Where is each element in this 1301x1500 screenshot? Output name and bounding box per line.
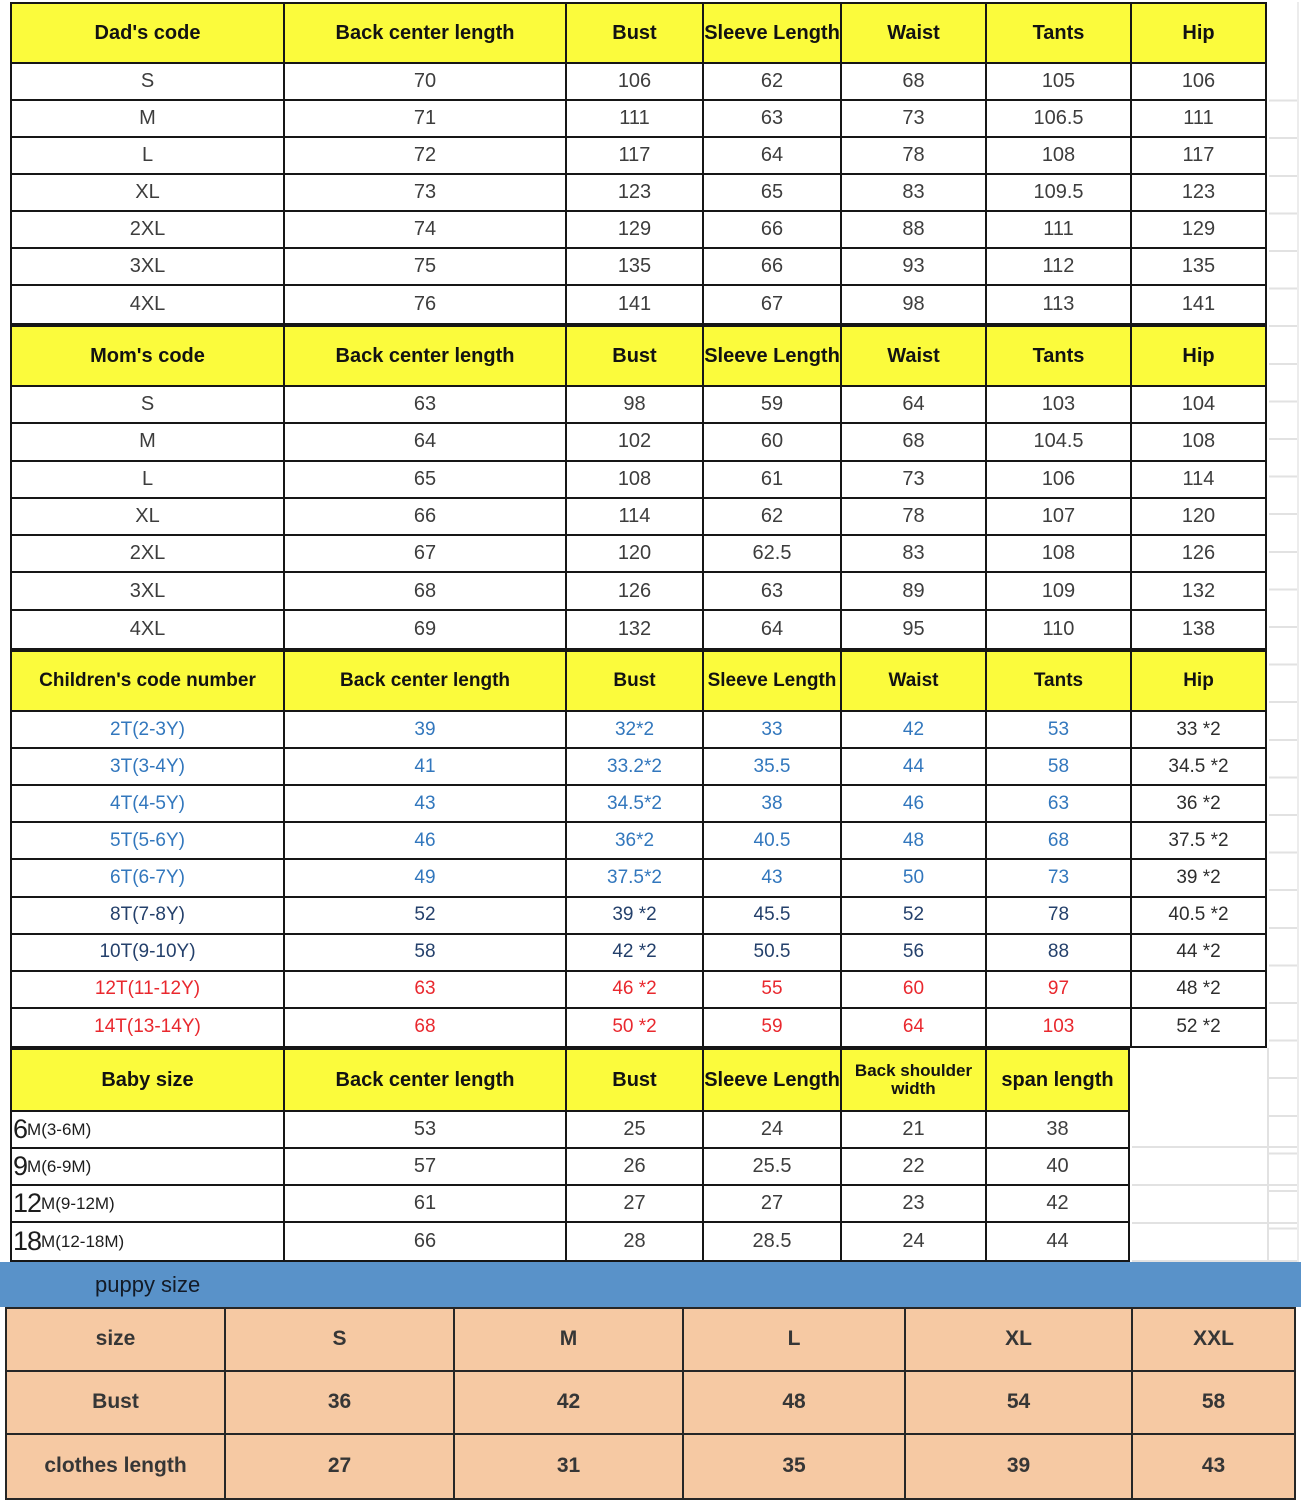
data-cell: 43 [285,786,567,823]
row-label-cell: 3T(3-4Y) [12,749,285,786]
data-cell: 27 [704,1186,842,1223]
data-cell: 78 [842,499,987,536]
data-cell: 97 [987,972,1132,1009]
header-cell: Back center length [285,652,567,712]
data-cell: 36 [226,1372,455,1435]
data-cell: 50.5 [704,935,842,972]
data-cell: 44 [1046,1230,1069,1252]
data-cell: 88 [842,212,987,249]
row-label-cell: XL [12,175,285,212]
data-cell: 58 [987,749,1132,786]
data-cell: 64 [704,611,842,648]
header-cell: Waist [842,327,987,387]
data-cell: 103 [987,387,1132,424]
data-cell: 32*2 [567,712,704,749]
data-cell: 53 [987,712,1132,749]
data-cell: 114 [1132,462,1265,499]
data-cell: 53 [285,1112,567,1149]
moms-size-table [10,325,1267,650]
data-cell: 126 [1132,536,1265,573]
data-cell: 88 [987,935,1132,972]
puppy-size-header-bar [0,1262,1301,1307]
header-cell: Sleeve Length [704,652,842,712]
data-cell: 61 [285,1186,567,1223]
data-cell: 39 [285,712,567,749]
data-cell: 73 [842,101,987,138]
row-label-cell: 2XL [12,536,285,573]
data-cell: 73 [285,175,567,212]
data-cell: 135 [1132,249,1265,286]
data-cell: 55 [704,972,842,1009]
data-cell: 71 [285,101,567,138]
data-cell: 107 [987,499,1132,536]
baby-label-size-number: 12 [13,1188,42,1219]
row-label-cell: M [12,424,285,461]
data-cell: 104.5 [987,424,1132,461]
data-cell: 66 [704,249,842,286]
data-cell: 61 [704,462,842,499]
data-cell: 111 [1132,101,1265,138]
data-cell: 23 [842,1186,987,1223]
data-cell: 68 [285,1009,567,1046]
data-cell: 67 [285,536,567,573]
data-cell: 95 [842,611,987,648]
data-cell: 46 [842,786,987,823]
data-cell: 48 [842,823,987,860]
spreadsheet-gridlines-baby-right [1132,1110,1299,1262]
data-cell: 117 [1132,138,1265,175]
header-cell: Sleeve Length [704,4,842,64]
data-cell: 59 [704,1009,842,1046]
data-cell: 63 [704,573,842,610]
baby-label-size-number: 6 [13,1114,28,1145]
row-label-cell: 2XL [12,212,285,249]
data-cell: 108 [567,462,704,499]
header-cell: Waist [842,4,987,64]
data-cell: 73 [987,860,1132,897]
row-label-cell: L [12,462,285,499]
header-cell: Tants [987,327,1132,387]
header-cell: Bust [567,327,704,387]
data-cell: 78 [987,898,1132,935]
data-cell: 108 [1132,424,1265,461]
data-cell: 117 [567,138,704,175]
data-cell: 57 [285,1149,567,1186]
row-label-cell: 4XL [12,286,285,323]
header-cell: Back center length [285,327,567,387]
row-label-cell [12,1149,285,1186]
data-cell: 39 *2 [1132,860,1265,897]
data-cell: 50 *2 [567,1009,704,1046]
header-cell: Children's code number [12,652,285,712]
data-cell: 34.5*2 [567,786,704,823]
row-label-cell [12,1186,285,1223]
data-cell: M [455,1309,684,1372]
baby-label-size-number: 18 [13,1226,42,1257]
header-cell: Hip [1132,4,1265,64]
header-cell: Hip [1132,327,1265,387]
row-label-cell: 6T(6-7Y) [12,860,285,897]
data-cell: 66 [285,499,567,536]
data-cell: 33 *2 [1132,712,1265,749]
data-cell: 111 [567,101,704,138]
row-label-cell: XL [12,499,285,536]
data-cell: 83 [842,536,987,573]
data-cell: 42 [842,712,987,749]
data-cell: 54 [906,1372,1133,1435]
data-cell: 27 [226,1435,455,1498]
data-cell: 52 *2 [1176,1016,1221,1038]
data-cell: 42 *2 [567,935,704,972]
data-cell: 59 [704,387,842,424]
puppy-size-title: puppy size [95,1271,201,1297]
data-cell: 38 [987,1112,1128,1149]
data-cell: 70 [285,64,567,101]
row-label-cell [12,1112,285,1149]
data-cell: 141 [567,286,704,323]
row-label-cell: M [12,101,285,138]
data-cell: 89 [842,573,987,610]
data-cell: 33.2*2 [567,749,704,786]
data-cell: 76 [285,286,567,323]
data-cell: 26 [567,1149,704,1186]
header-cell: Bust [567,1050,704,1112]
data-cell: 39 [906,1435,1133,1498]
header-cell: Mom's code [12,327,285,387]
data-cell: 65 [285,462,567,499]
spreadsheet-gridline-vertical-edge [1297,2,1299,1262]
baby-label-age-range: M(3-6M) [27,1119,92,1139]
data-cell: 42 [987,1186,1128,1223]
data-cell: 50 [842,860,987,897]
data-cell: 52 [285,898,567,935]
data-cell: 123 [567,175,704,212]
baby-size-table [10,1048,1130,1262]
header-cell: Baby size [12,1050,285,1112]
row-label-cell [12,1223,285,1260]
data-cell: 41 [285,749,567,786]
row-label-cell: 5T(5-6Y) [12,823,285,860]
data-cell: 60 [842,972,987,1009]
data-cell: 60 [704,424,842,461]
data-cell: 98 [567,387,704,424]
data-cell: 67 [704,286,842,323]
data-cell: 40.5 [704,823,842,860]
data-cell: 106 [567,64,704,101]
data-cell: 141 [1181,293,1216,315]
data-cell: 24 [704,1112,842,1149]
data-cell: 39 *2 [567,898,704,935]
data-cell: 58 [1133,1372,1294,1435]
data-cell: 104 [1132,387,1265,424]
data-cell: 64 [842,387,987,424]
data-cell: 129 [567,212,704,249]
data-cell: 103 [987,1009,1132,1046]
data-cell: 66 [704,212,842,249]
header-cell: Back center length [285,4,567,64]
row-label-cell: clothes length [7,1435,226,1498]
baby-label-age-range: M(12-18M) [41,1231,125,1251]
data-cell: 120 [567,536,704,573]
data-cell: 83 [842,175,987,212]
data-cell: 62 [704,499,842,536]
data-cell: 48 [684,1372,906,1435]
header-cell: Bust [567,4,704,64]
data-cell: 123 [1132,175,1265,212]
data-cell: 49 [285,860,567,897]
data-cell: 132 [1132,573,1265,610]
data-cell: 63 [285,387,567,424]
data-cell: 135 [567,249,704,286]
data-cell: 52 [842,898,987,935]
data-cell: 98 [842,286,987,323]
data-cell: 132 [567,611,704,648]
spreadsheet-gridlines-right [1269,64,1299,1262]
header-cell: Dad's code [12,4,285,64]
data-cell: 36*2 [567,823,704,860]
data-cell: 111 [987,212,1132,249]
row-label-cell: 4T(4-5Y) [12,786,285,823]
header-cell: Back center length [285,1050,567,1112]
baby-label-age-range: M(6-9M) [27,1156,92,1176]
row-label-cell: 14T(13-14Y) [12,1009,285,1046]
data-cell: 120 [1132,499,1265,536]
data-cell: 110 [987,611,1132,648]
data-cell: 114 [567,499,704,536]
data-cell: 62 [704,64,842,101]
header-cell: Tants [987,4,1132,64]
header-cell: span length [987,1050,1128,1112]
data-cell: 108 [987,536,1132,573]
data-cell: 36 *2 [1132,786,1265,823]
data-cell: S [226,1309,455,1372]
data-cell: 25.5 [704,1149,842,1186]
row-label-cell: 3XL [12,249,285,286]
data-cell: 138 [1181,617,1216,640]
data-cell: 102 [567,424,704,461]
data-cell: 48 *2 [1132,972,1265,1009]
data-cell: 93 [842,249,987,286]
data-cell: 56 [842,935,987,972]
row-label-cell: 2T(2-3Y) [12,712,285,749]
data-cell: 31 [455,1435,684,1498]
data-cell: 58 [285,935,567,972]
spreadsheet-gridline-vertical [1267,1048,1269,1262]
data-cell: 106 [987,462,1132,499]
row-label-cell: 8T(7-8Y) [12,898,285,935]
data-cell: 75 [285,249,567,286]
data-cell: XXL [1133,1309,1294,1372]
data-cell: 28.5 [704,1223,842,1260]
data-cell: 65 [704,175,842,212]
data-cell: 64 [704,138,842,175]
data-cell: 63 [285,972,567,1009]
data-cell: 73 [842,462,987,499]
row-label-cell: Bust [7,1372,226,1435]
header-cell: Hip [1132,652,1265,712]
childrens-size-table [10,650,1267,1048]
row-label-cell: L [12,138,285,175]
data-cell: 40.5 *2 [1132,898,1265,935]
row-label-cell: 12T(11-12Y) [12,972,285,1009]
header-cell: Tants [987,652,1132,712]
row-label-cell: S [12,387,285,424]
data-cell: 44 [842,749,987,786]
data-cell: 63 [987,786,1132,823]
header-cell: Sleeve Length [704,327,842,387]
header-cell: Waist [842,652,987,712]
data-cell: 38 [704,786,842,823]
data-cell: 129 [1132,212,1265,249]
row-label-cell: size [7,1309,226,1372]
data-cell: 46 [285,823,567,860]
data-cell: 34.5 *2 [1132,749,1265,786]
data-cell: L [684,1309,906,1372]
data-cell: 106 [1132,64,1265,101]
header-cell: Sleeve Length [704,1050,842,1112]
data-cell: 25 [567,1112,704,1149]
data-cell: 37.5 *2 [1132,823,1265,860]
data-cell: 109.5 [987,175,1132,212]
row-label-cell: 10T(9-10Y) [12,935,285,972]
data-cell: 106.5 [987,101,1132,138]
data-cell: 43 [704,860,842,897]
data-cell: 33 [704,712,842,749]
puppy-size-table [5,1307,1296,1500]
data-cell: 37.5*2 [567,860,704,897]
data-cell: 74 [285,212,567,249]
data-cell: 78 [842,138,987,175]
data-cell: 45.5 [704,898,842,935]
row-label-cell: 4XL [12,611,285,648]
data-cell: 72 [285,138,567,175]
data-cell: 42 [455,1372,684,1435]
data-cell: 64 [842,1009,987,1046]
data-cell: 24 [842,1223,987,1260]
data-cell: 68 [842,64,987,101]
data-cell: 40 [987,1149,1128,1186]
data-cell: 112 [987,249,1132,286]
data-cell: 69 [285,611,567,648]
data-cell: 28 [567,1223,704,1260]
row-label-cell: S [12,64,285,101]
data-cell: 35.5 [704,749,842,786]
data-cell: 21 [842,1112,987,1149]
data-cell: 66 [285,1223,567,1260]
baby-label-size-number: 9 [13,1151,28,1182]
data-cell: 27 [567,1186,704,1223]
header-cell: Bust [567,652,704,712]
data-cell: 46 *2 [567,972,704,1009]
data-cell: 68 [285,573,567,610]
data-cell: 113 [987,286,1132,323]
header-cell: Back shoulder width [842,1050,987,1112]
baby-label-age-range: M(9-12M) [41,1193,115,1213]
data-cell: 35 [684,1435,906,1498]
data-cell: 62.5 [704,536,842,573]
data-cell: 68 [842,424,987,461]
row-label-cell: 3XL [12,573,285,610]
data-cell: 109 [987,573,1132,610]
data-cell: 108 [987,138,1132,175]
data-cell: 43 [1133,1435,1294,1498]
data-cell: 63 [704,101,842,138]
dads-size-table [10,2,1267,325]
data-cell: 126 [567,573,704,610]
data-cell: 22 [842,1149,987,1186]
data-cell: XL [906,1309,1133,1372]
data-cell: 68 [987,823,1132,860]
data-cell: 64 [285,424,567,461]
data-cell: 105 [987,64,1132,101]
data-cell: 44 *2 [1132,935,1265,972]
